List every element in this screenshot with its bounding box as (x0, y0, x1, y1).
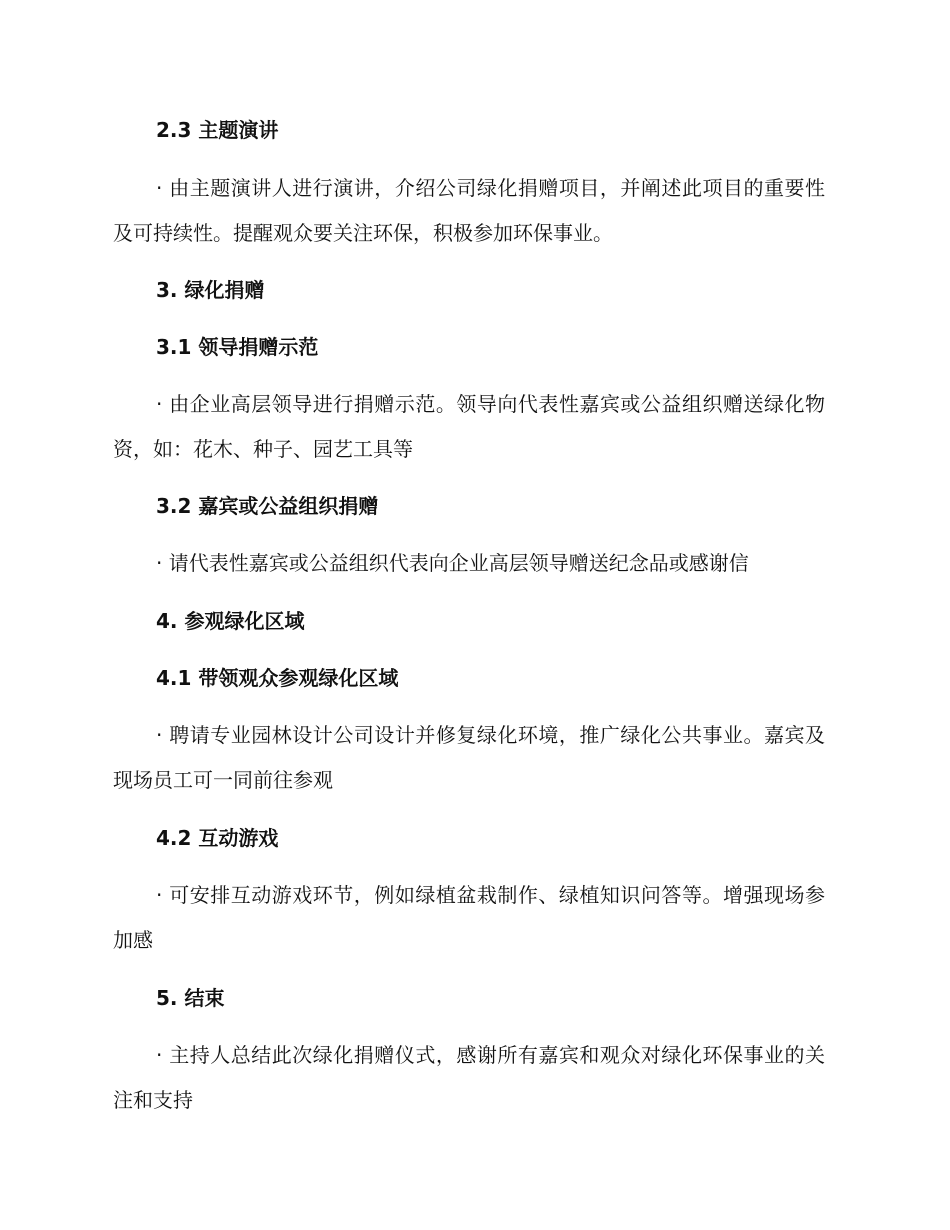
section-heading-5: 5. 结束 (156, 986, 225, 1010)
paragraph-closing: · 主持人总结此次绿化捐赠仪式，感谢所有嘉宾和观众对绿化环保事业的关注和支持 (113, 1043, 825, 1112)
section-heading-4: 4. 参观绿化区域 (156, 609, 305, 633)
section-heading-4-1: 4.1 带领观众参观绿化区域 (156, 666, 399, 690)
paragraph-interactive-game: · 可安排互动游戏环节，例如绿植盆栽制作、绿植知识问答等。增强现场参加感 (113, 883, 825, 952)
section-heading-2-3: 2.3 主题演讲 (156, 118, 279, 142)
paragraph-guest-donation: · 请代表性嘉宾或公益组织代表向企业高层领导赠送纪念品或感谢信 (156, 551, 749, 575)
paragraph-visit-area: · 聘请专业园林设计公司设计并修复绿化环境，推广绿化公共事业。嘉宾及现场员工可一同前往参观 (113, 723, 825, 792)
paragraph-keynote: · 由主题演讲人进行演讲，介绍公司绿化捐赠项目，并阐述此项目的重要性及可持续性。提醒观众要关注环保，积极参加环保事业。 (113, 176, 825, 245)
section-heading-3-2: 3.2 嘉宾或公益组织捐赠 (156, 494, 379, 518)
section-heading-3: 3. 绿化捐赠 (156, 278, 265, 302)
paragraph-leader-donation: · 由企业高层领导进行捐赠示范。领导向代表性嘉宾或公益组织赠送绿化物资，如：花木、种子、园艺工具等 (113, 392, 825, 461)
section-heading-3-1: 3.1 领导捐赠示范 (156, 335, 319, 359)
section-heading-4-2: 4.2 互动游戏 (156, 826, 279, 850)
